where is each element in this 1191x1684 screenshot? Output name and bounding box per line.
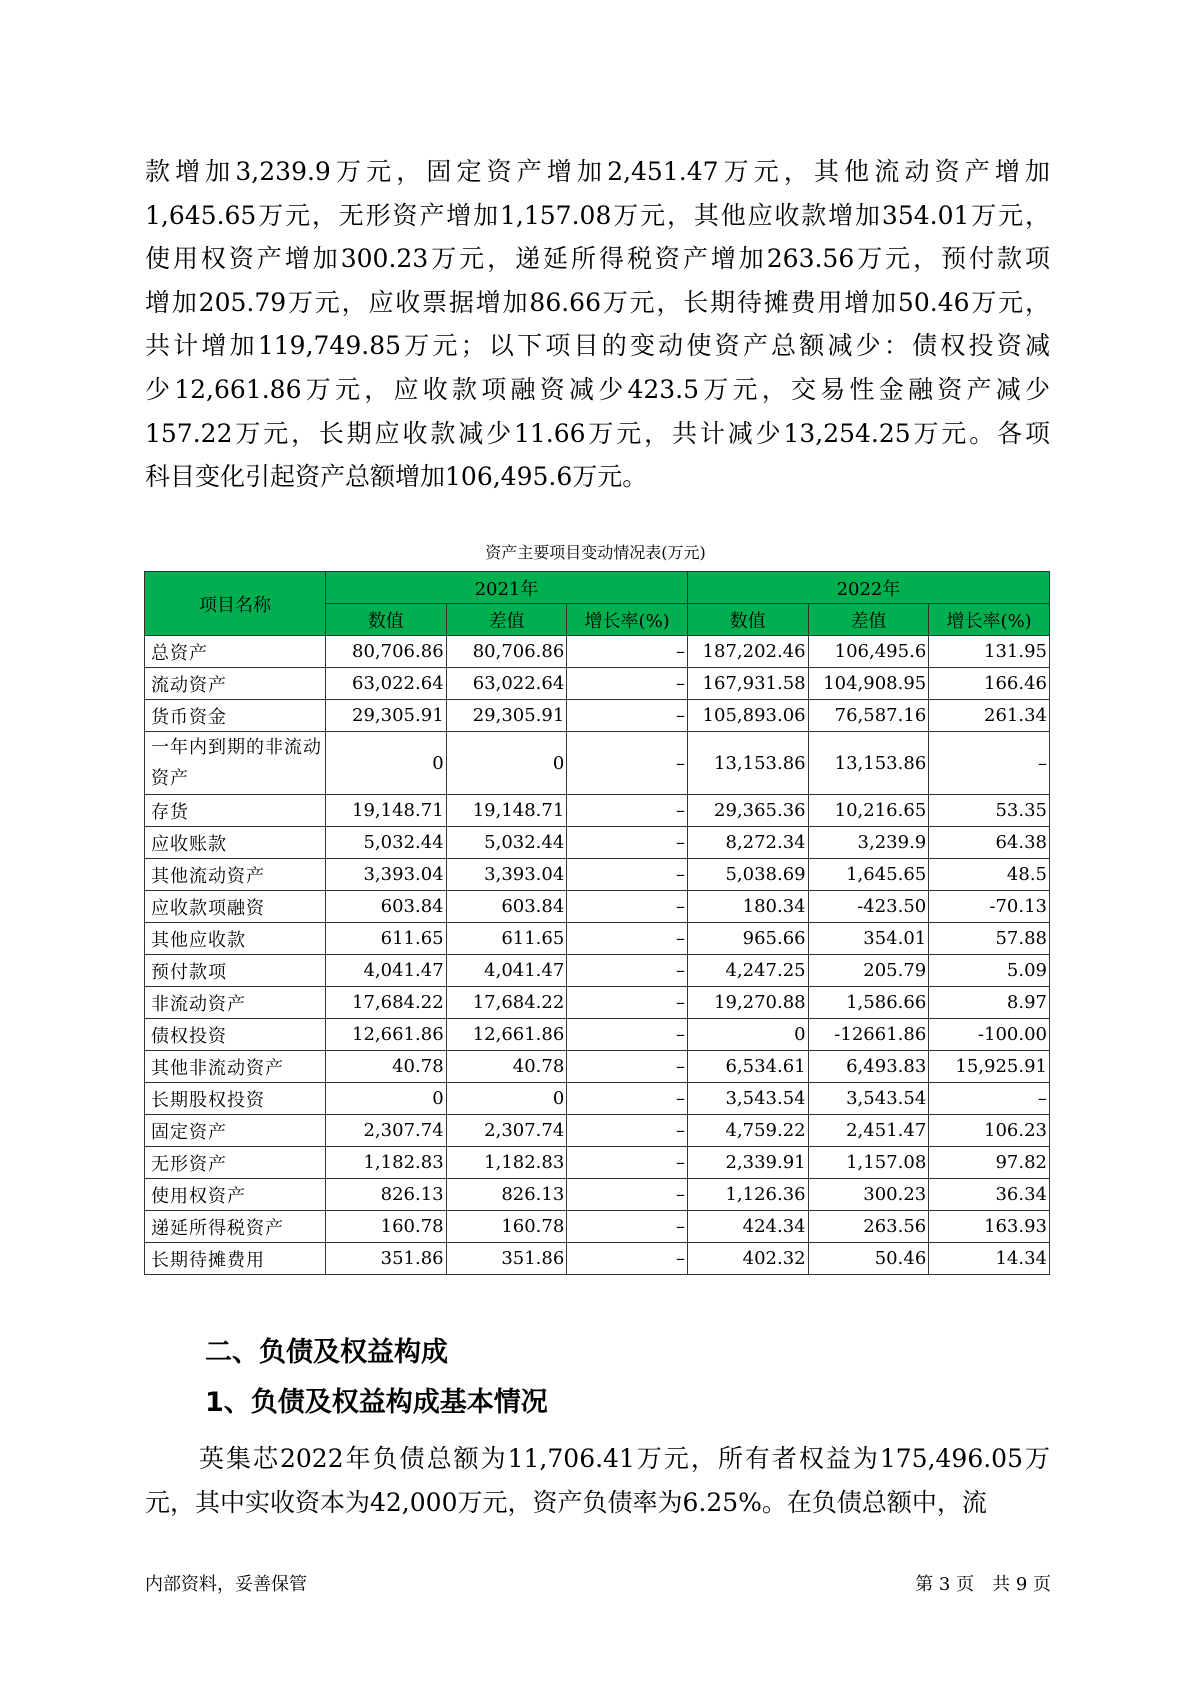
cell-value-2022: 0 bbox=[687, 1019, 808, 1051]
cell-value-2022: 29,365.36 bbox=[687, 795, 808, 827]
cell-growth-2021: – bbox=[567, 1243, 688, 1275]
cell-growth-2021: – bbox=[567, 1019, 688, 1051]
cell-growth-2021: – bbox=[567, 859, 688, 891]
table-row bbox=[145, 891, 1050, 923]
cell-diff-2022: 104,908.95 bbox=[808, 668, 929, 700]
cell-diff-2021: 611.65 bbox=[446, 923, 567, 955]
cell-value-2022: 105,893.06 bbox=[687, 700, 808, 732]
header-diff-2021: 差值 bbox=[446, 604, 567, 636]
row-item-name: 其他应收款 bbox=[145, 923, 326, 955]
cell-value-2021: 826.13 bbox=[325, 1179, 446, 1211]
cell-growth-2022: 261.34 bbox=[929, 700, 1050, 732]
header-growth-2021: 增长率(%) bbox=[567, 604, 688, 636]
paragraph-line: 英集芯2022年负债总额为11,706.41万元，所有者权益为175,496.05万 bbox=[145, 1444, 1050, 1473]
cell-value-2022: 965.66 bbox=[687, 923, 808, 955]
cell-growth-2022: 163.93 bbox=[929, 1211, 1050, 1243]
cell-diff-2022: 76,587.16 bbox=[808, 700, 929, 732]
cell-growth-2021: – bbox=[567, 955, 688, 987]
asset-change-table bbox=[144, 571, 1050, 1275]
cell-growth-2022: 57.88 bbox=[929, 923, 1050, 955]
subsection-heading: 1、负债及权益构成基本情况 bbox=[205, 1387, 548, 1418]
table-row bbox=[145, 636, 1050, 668]
cell-value-2022: 6,534.61 bbox=[687, 1051, 808, 1083]
header-value-2021: 数值 bbox=[325, 604, 446, 636]
cell-value-2021: 0 bbox=[325, 1083, 446, 1115]
cell-growth-2022: 53.35 bbox=[929, 795, 1050, 827]
cell-value-2021: 40.78 bbox=[325, 1051, 446, 1083]
cell-diff-2022: 354.01 bbox=[808, 923, 929, 955]
cell-value-2022: 13,153.86 bbox=[687, 732, 808, 795]
cell-value-2021: 12,661.86 bbox=[325, 1019, 446, 1051]
cell-value-2022: 4,247.25 bbox=[687, 955, 808, 987]
cell-diff-2021: 17,684.22 bbox=[446, 987, 567, 1019]
section-heading: 二、负债及权益构成 bbox=[205, 1337, 448, 1368]
row-item-name: 总资产 bbox=[145, 636, 326, 668]
cell-growth-2021: – bbox=[567, 795, 688, 827]
cell-value-2022: 19,270.88 bbox=[687, 987, 808, 1019]
cell-diff-2022: 106,495.6 bbox=[808, 636, 929, 668]
table-row bbox=[145, 1051, 1050, 1083]
cell-value-2021: 351.86 bbox=[325, 1243, 446, 1275]
paragraph-line: 共计增加119,749.85万元；以下项目的变动使资产总额减少：债权投资减 bbox=[145, 331, 1050, 361]
cell-value-2022: 3,543.54 bbox=[687, 1083, 808, 1115]
cell-growth-2022: – bbox=[929, 1083, 1050, 1115]
header-year-2021: 2021年 bbox=[325, 572, 687, 604]
cell-value-2022: 8,272.34 bbox=[687, 827, 808, 859]
cell-growth-2021: – bbox=[567, 1211, 688, 1243]
paragraph-line: 款增加3,239.9万元，固定资产增加2,451.47万元，其他流动资产增加 bbox=[145, 157, 1050, 186]
cell-diff-2022: 205.79 bbox=[808, 955, 929, 987]
cell-diff-2021: 160.78 bbox=[446, 1211, 567, 1243]
paragraph-line: 使用权资产增加300.23万元，递延所得税资产增加263.56万元，预付款项 bbox=[145, 244, 1050, 274]
cell-diff-2021: 19,148.71 bbox=[446, 795, 567, 827]
row-item-name: 其他流动资产 bbox=[145, 859, 326, 891]
row-item-name: 流动资产 bbox=[145, 668, 326, 700]
row-item-name: 递延所得税资产 bbox=[145, 1211, 326, 1243]
cell-value-2021: 80,706.86 bbox=[325, 636, 446, 668]
cell-diff-2021: 603.84 bbox=[446, 891, 567, 923]
cell-growth-2022: -100.00 bbox=[929, 1019, 1050, 1051]
cell-value-2022: 1,126.36 bbox=[687, 1179, 808, 1211]
table-row bbox=[145, 1083, 1050, 1115]
row-item-name: 应收账款 bbox=[145, 827, 326, 859]
cell-growth-2022: 64.38 bbox=[929, 827, 1050, 859]
header-item-name: 项目名称 bbox=[145, 572, 326, 636]
cell-value-2021: 19,148.71 bbox=[325, 795, 446, 827]
cell-diff-2021: 0 bbox=[446, 732, 567, 795]
cell-growth-2021: – bbox=[567, 891, 688, 923]
cell-diff-2022: 3,239.9 bbox=[808, 827, 929, 859]
cell-value-2022: 4,759.22 bbox=[687, 1115, 808, 1147]
table-row bbox=[145, 700, 1050, 732]
cell-value-2022: 2,339.91 bbox=[687, 1147, 808, 1179]
cell-growth-2022: – bbox=[929, 732, 1050, 795]
paragraph-line: 元，其中实收资本为42,000万元，资产负债率为6.25%。在负债总额中，流 bbox=[145, 1487, 987, 1517]
row-item-name: 预付款项 bbox=[145, 955, 326, 987]
cell-growth-2021: – bbox=[567, 987, 688, 1019]
row-item-name: 长期待摊费用 bbox=[145, 1243, 326, 1275]
cell-growth-2022: 5.09 bbox=[929, 955, 1050, 987]
cell-value-2021: 29,305.91 bbox=[325, 700, 446, 732]
cell-growth-2022: 48.5 bbox=[929, 859, 1050, 891]
cell-diff-2021: 3,393.04 bbox=[446, 859, 567, 891]
table-row bbox=[145, 1179, 1050, 1211]
cell-growth-2021: – bbox=[567, 827, 688, 859]
cell-diff-2022: 13,153.86 bbox=[808, 732, 929, 795]
cell-value-2021: 611.65 bbox=[325, 923, 446, 955]
cell-growth-2022: 97.82 bbox=[929, 1147, 1050, 1179]
cell-growth-2022: -70.13 bbox=[929, 891, 1050, 923]
cell-diff-2022: -423.50 bbox=[808, 891, 929, 923]
table-row bbox=[145, 923, 1050, 955]
cell-growth-2021: – bbox=[567, 923, 688, 955]
cell-diff-2022: 2,451.47 bbox=[808, 1115, 929, 1147]
cell-value-2021: 160.78 bbox=[325, 1211, 446, 1243]
row-item-name: 应收款项融资 bbox=[145, 891, 326, 923]
row-item-name: 固定资产 bbox=[145, 1115, 326, 1147]
cell-value-2021: 603.84 bbox=[325, 891, 446, 923]
paragraph-line: 157.22万元，长期应收款减少11.66万元，共计减少13,254.25万元。各项 bbox=[145, 418, 1050, 448]
cell-growth-2021: – bbox=[567, 700, 688, 732]
cell-growth-2022: 131.95 bbox=[929, 636, 1050, 668]
table-row bbox=[145, 1115, 1050, 1147]
header-diff-2022: 差值 bbox=[808, 604, 929, 636]
cell-value-2022: 167,931.58 bbox=[687, 668, 808, 700]
table-caption: 资产主要项目变动情况表(万元) bbox=[485, 543, 706, 562]
cell-value-2021: 5,032.44 bbox=[325, 827, 446, 859]
row-item-name: 非流动资产 bbox=[145, 987, 326, 1019]
table-row bbox=[145, 1019, 1050, 1051]
cell-diff-2021: 63,022.64 bbox=[446, 668, 567, 700]
cell-diff-2021: 29,305.91 bbox=[446, 700, 567, 732]
cell-growth-2022: 106.23 bbox=[929, 1115, 1050, 1147]
cell-diff-2021: 2,307.74 bbox=[446, 1115, 567, 1147]
cell-value-2022: 5,038.69 bbox=[687, 859, 808, 891]
cell-value-2022: 402.32 bbox=[687, 1243, 808, 1275]
row-item-name: 长期股权投资 bbox=[145, 1083, 326, 1115]
header-growth-2022: 增长率(%) bbox=[929, 604, 1050, 636]
cell-diff-2021: 351.86 bbox=[446, 1243, 567, 1275]
table-body bbox=[145, 636, 1050, 1275]
table-row bbox=[145, 668, 1050, 700]
paragraph-line: 增加205.79万元，应收票据增加86.66万元，长期待摊费用增加50.46万元， bbox=[145, 287, 1050, 317]
paragraph-line: 1,645.65万元，无形资产增加1,157.08万元，其他应收款增加354.01万元， bbox=[145, 200, 1050, 230]
cell-growth-2021: – bbox=[567, 1115, 688, 1147]
cell-diff-2021: 5,032.44 bbox=[446, 827, 567, 859]
row-item-name: 货币资金 bbox=[145, 700, 326, 732]
cell-growth-2022: 14.34 bbox=[929, 1243, 1050, 1275]
cell-diff-2022: 6,493.83 bbox=[808, 1051, 929, 1083]
table-row bbox=[145, 1147, 1050, 1179]
cell-growth-2021: – bbox=[567, 1179, 688, 1211]
row-item-name: 存货 bbox=[145, 795, 326, 827]
row-item-name: 使用权资产 bbox=[145, 1179, 326, 1211]
row-item-name: 一年内到期的非流动资产 bbox=[145, 732, 326, 795]
cell-value-2021: 17,684.22 bbox=[325, 987, 446, 1019]
table-row bbox=[145, 1243, 1050, 1275]
footer-page-number: 第 3 页 共 9 页 bbox=[915, 1574, 1051, 1595]
cell-growth-2022: 36.34 bbox=[929, 1179, 1050, 1211]
cell-growth-2021: – bbox=[567, 1147, 688, 1179]
cell-diff-2022: 10,216.65 bbox=[808, 795, 929, 827]
cell-value-2022: 187,202.46 bbox=[687, 636, 808, 668]
cell-value-2022: 180.34 bbox=[687, 891, 808, 923]
cell-growth-2021: – bbox=[567, 636, 688, 668]
cell-growth-2022: 8.97 bbox=[929, 987, 1050, 1019]
cell-value-2021: 3,393.04 bbox=[325, 859, 446, 891]
table-row bbox=[145, 1211, 1050, 1243]
cell-value-2021: 2,307.74 bbox=[325, 1115, 446, 1147]
cell-diff-2021: 826.13 bbox=[446, 1179, 567, 1211]
cell-diff-2021: 4,041.47 bbox=[446, 955, 567, 987]
cell-diff-2021: 0 bbox=[446, 1083, 567, 1115]
cell-growth-2022: 15,925.91 bbox=[929, 1051, 1050, 1083]
cell-diff-2022: 3,543.54 bbox=[808, 1083, 929, 1115]
cell-value-2021: 1,182.83 bbox=[325, 1147, 446, 1179]
paragraph-line: 科目变化引起资产总额增加106,495.6万元。 bbox=[145, 462, 648, 492]
cell-diff-2022: 1,157.08 bbox=[808, 1147, 929, 1179]
cell-growth-2021: – bbox=[567, 732, 688, 795]
table-row bbox=[145, 955, 1050, 987]
cell-diff-2022: -12661.86 bbox=[808, 1019, 929, 1051]
footer-confidential-note: 内部资料，妥善保管 bbox=[145, 1574, 307, 1595]
cell-diff-2021: 12,661.86 bbox=[446, 1019, 567, 1051]
table-row bbox=[145, 859, 1050, 891]
table-row bbox=[145, 827, 1050, 859]
table-row bbox=[145, 795, 1050, 827]
table-row bbox=[145, 732, 1050, 795]
cell-value-2021: 63,022.64 bbox=[325, 668, 446, 700]
cell-growth-2021: – bbox=[567, 1083, 688, 1115]
paragraph-line: 少12,661.86万元，应收款项融资减少423.5万元，交易性金融资产减少 bbox=[145, 374, 1050, 404]
header-year-2022: 2022年 bbox=[687, 572, 1049, 604]
intro-paragraph bbox=[145, 150, 1050, 499]
cell-diff-2022: 50.46 bbox=[808, 1243, 929, 1275]
body-paragraph bbox=[145, 1437, 1050, 1524]
cell-diff-2022: 1,586.66 bbox=[808, 987, 929, 1019]
row-item-name: 其他非流动资产 bbox=[145, 1051, 326, 1083]
cell-growth-2021: – bbox=[567, 668, 688, 700]
cell-diff-2021: 40.78 bbox=[446, 1051, 567, 1083]
row-item-name: 债权投资 bbox=[145, 1019, 326, 1051]
cell-value-2022: 424.34 bbox=[687, 1211, 808, 1243]
cell-diff-2021: 80,706.86 bbox=[446, 636, 567, 668]
cell-value-2021: 4,041.47 bbox=[325, 955, 446, 987]
cell-growth-2021: – bbox=[567, 1051, 688, 1083]
cell-diff-2022: 300.23 bbox=[808, 1179, 929, 1211]
table-row bbox=[145, 987, 1050, 1019]
cell-diff-2022: 263.56 bbox=[808, 1211, 929, 1243]
cell-diff-2022: 1,645.65 bbox=[808, 859, 929, 891]
cell-diff-2021: 1,182.83 bbox=[446, 1147, 567, 1179]
header-value-2022: 数值 bbox=[687, 604, 808, 636]
row-item-name: 无形资产 bbox=[145, 1147, 326, 1179]
cell-growth-2022: 166.46 bbox=[929, 668, 1050, 700]
cell-value-2021: 0 bbox=[325, 732, 446, 795]
